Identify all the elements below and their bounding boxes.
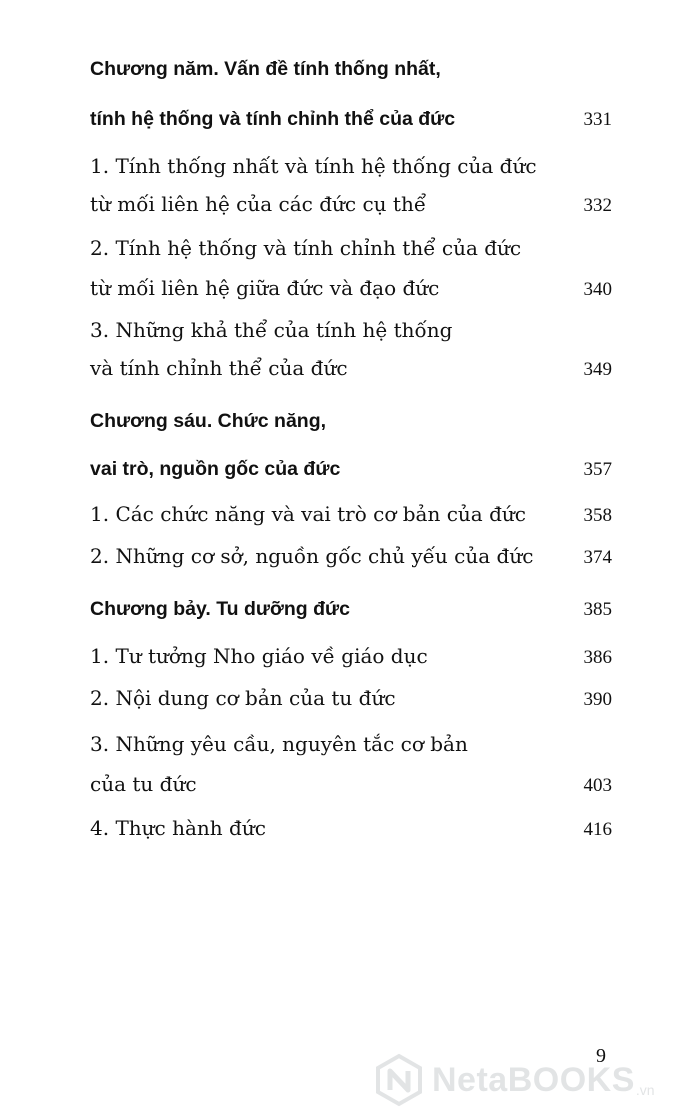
toc-entry-title: 3. Những khả thể của tính hệ thống [90,318,453,342]
toc-entry-title: và tính chỉnh thể của đức [90,356,348,380]
toc-item-line [90,686,612,720]
toc-entry-page: 340 [583,279,612,300]
toc-item-line [90,644,612,678]
toc-entry-title: 2. Tính hệ thống và tính chỉnh thể của đức [90,236,522,260]
toc-entry-page: 385 [583,599,612,620]
toc-entry-page: 386 [583,647,612,668]
toc-item-line [90,276,612,310]
toc-entry-page: 358 [583,505,612,526]
toc-entry-page: 416 [583,819,612,840]
netabooks-logo-icon [372,1053,426,1107]
toc-entry-title: 3. Những yêu cầu, nguyên tắc cơ bản [90,732,468,756]
toc-item-line [90,192,612,226]
toc-entry-title: của tu đức [90,772,197,796]
page-number: 9 [596,1045,606,1067]
toc-entry-page: 390 [583,689,612,710]
toc-entry-title: 2. Những cơ sở, nguồn gốc chủ yếu của đức [90,544,534,568]
toc-entry-page: 332 [583,195,612,216]
toc-item-line [90,544,612,578]
toc-chapter-line [90,410,612,444]
netabooks-watermark [372,1052,692,1108]
toc-entry-title: từ mối liên hệ giữa đức và đạo đức [90,276,440,300]
watermark-text: NetaBOOKS [432,1060,635,1099]
toc-item-line [90,236,612,270]
toc-chapter-line [90,598,612,632]
toc-item-line [90,816,612,850]
toc-entry-page: 349 [583,359,612,380]
toc-entry-title: 1. Các chức năng và vai trò cơ bản của đức [90,502,526,526]
toc-entry-page: 357 [583,459,612,480]
toc-item-line [90,356,612,390]
toc-entry-title: 2. Nội dung cơ bản của tu đức [90,686,396,710]
toc-item-line [90,502,612,536]
toc-item-line [90,772,612,806]
toc-item-line [90,318,612,352]
toc-entry-page: 331 [583,109,612,130]
toc-entry-title: từ mối liên hệ của các đức cụ thể [90,192,427,216]
toc-entry-title: vai trò, nguồn gốc của đức [90,458,341,480]
toc-entry-title: Chương năm. Vấn đề tính thống nhất, [90,58,441,80]
toc-entry-title: 1. Tư tưởng Nho giáo về giáo dục [90,644,428,668]
watermark-suffix: .vn [635,1082,655,1098]
toc-item-line [90,732,612,766]
toc-entry-title: Chương bảy. Tu dưỡng đức [90,598,351,620]
toc-entry-page: 374 [583,547,612,568]
toc-item-line [90,154,612,188]
toc-chapter-line [90,458,612,492]
toc-entry-page: 403 [583,775,612,796]
toc-entry-title: Chương sáu. Chức năng, [90,410,327,432]
toc-entry-title: tính hệ thống và tính chỉnh thể của đức [90,108,456,130]
toc-entry-title: 4. Thực hành đức [90,816,266,840]
toc-entry-title: 1. Tính thống nhất và tính hệ thống của đức [90,154,537,178]
toc-chapter-line [90,58,612,92]
toc-chapter-line [90,108,612,142]
